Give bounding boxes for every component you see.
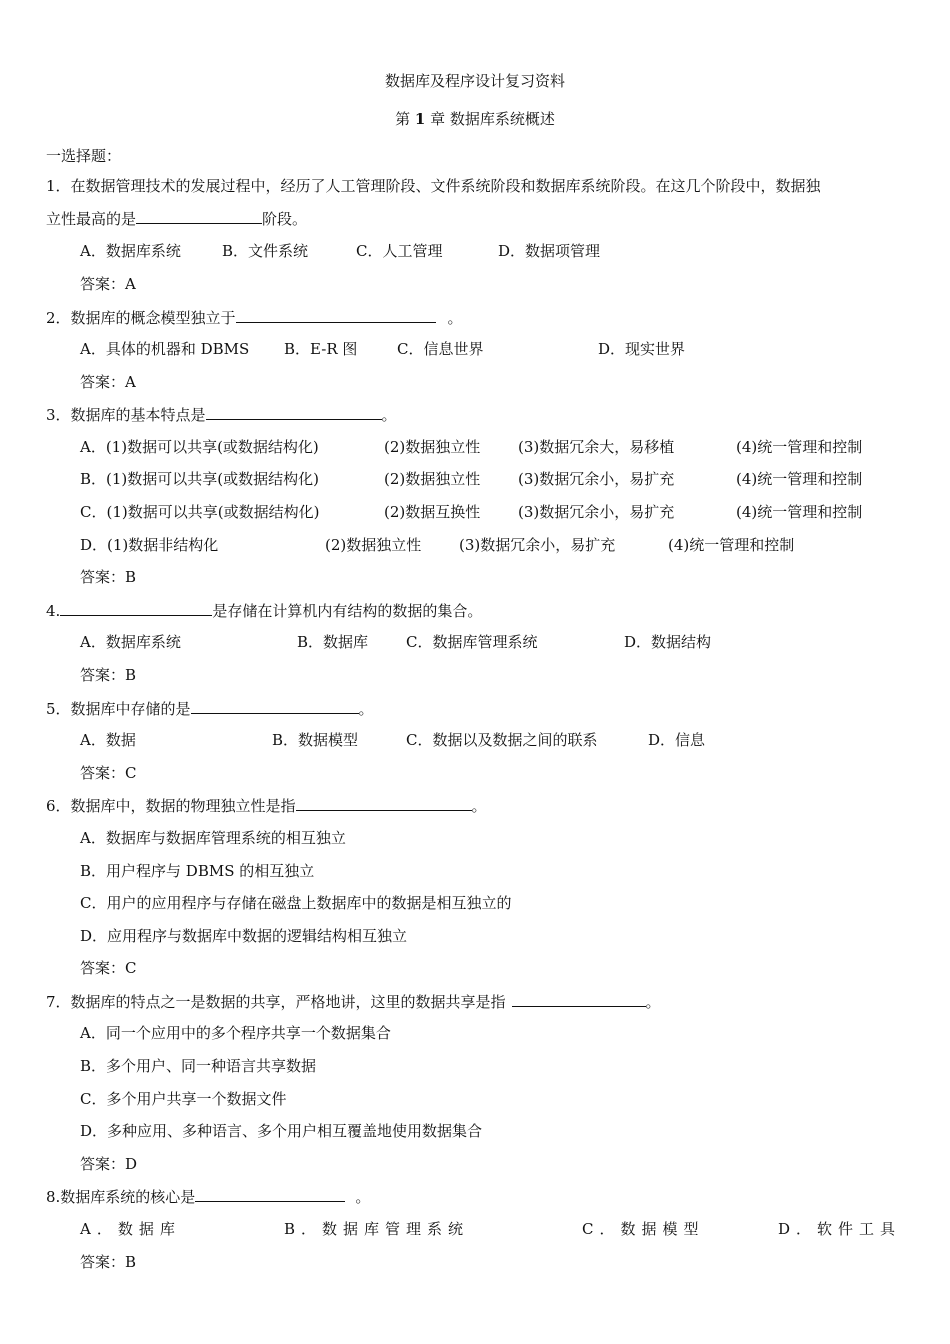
question-3-option-d-part2: (2)数据独立性 [325,536,422,554]
chapter-number: 1 [414,110,426,128]
question-2-option-b: B．E-R 图 [284,340,358,358]
stem-text: 。 [381,406,397,424]
question-1-option-d: D．数据项管理 [498,242,601,260]
stem-text: 。 [358,700,374,718]
question-6-stem [46,795,487,816]
answer-blank [206,404,382,420]
question-3-option-a-part1: A．(1)数据可以共享(或数据结构化) [80,438,319,456]
question-2-option-c: C．信息世界 [397,340,484,358]
question-6-answer: 答案：C [80,959,137,977]
question-2-option-d: D．现实世界 [598,340,686,358]
question-1-option-b: B．文件系统 [222,242,309,260]
stem-text: 立性最高的是 [46,210,137,228]
stem-text: 3．数据库的基本特点是 [46,406,206,424]
stem-text: 6．数据库中，数据的物理独立性是指 [46,797,296,815]
question-1-option-c: C．人工管理 [356,242,443,260]
answer-blank [236,307,436,323]
question-3-option-c-part3: (3)数据冗余小，易扩充 [518,503,675,521]
chapter-title [0,108,950,129]
question-8-option-a: A．数据库 [80,1220,181,1238]
question-3-option-a-part4: (4)统一管理和控制 [736,438,863,456]
answer-blank [136,208,262,224]
document-title: 数据库及程序设计复习资料 [384,72,565,90]
stem-text: 7．数据库的特点之一是数据的共享，严格地讲，这里的数据共享是指 [46,993,506,1011]
question-7-answer: 答案：D [80,1155,138,1173]
stem-text: 4. [46,602,61,620]
question-1-answer: 答案：A [80,275,136,293]
question-5-option-b: B．数据模型 [272,731,359,749]
question-3-answer: 答案：B [80,568,137,586]
question-2-stem [46,307,463,328]
question-8-answer: 答案：B [80,1253,137,1271]
question-3-option-a-part3: (3)数据冗余大，易移植 [518,438,675,456]
question-8-option-d: D．软件工具 [778,1220,902,1238]
question-3-option-c-part1: C．(1)数据可以共享(或数据结构化) [80,503,320,521]
stem-text: 。 [447,309,463,327]
answer-blank [512,991,646,1007]
question-3-option-b-part3: (3)数据冗余小，易扩充 [518,470,675,488]
question-7-stem [46,991,661,1012]
answer-blank [191,698,359,714]
question-3-option-d-part4: (4)统一管理和控制 [668,536,795,554]
stem-text: 8.数据库系统的核心是 [46,1188,196,1206]
question-4-option-b: B．数据库 [297,633,369,651]
question-5-option-c: C．数据以及数据之间的联系 [406,731,598,749]
question-8-stem [46,1186,370,1207]
question-3-option-c-part4: (4)统一管理和控制 [736,503,863,521]
answer-blank [296,795,472,811]
stem-text: 2．数据库的概念模型独立于 [46,309,236,327]
question-3-option-c-part2: (2)数据互换性 [384,503,481,521]
question-4-stem [46,600,482,621]
stem-text: 阶段。 [262,210,308,228]
question-3-option-d-part3: (3)数据冗余小，易扩充 [459,536,616,554]
chapter-name: 章 数据库系统概述 [430,110,555,128]
answer-blank [195,1186,345,1202]
question-4-option-d: D．数据结构 [624,633,712,651]
question-8-option-b: B．数据库管理系统 [284,1220,470,1238]
question-4-option-a: A．数据库系统 [80,633,181,651]
question-6-option-a: A．数据库与数据库管理系统的相互独立 [80,829,346,847]
question-3-option-d-part1: D．(1)数据非结构化 [80,536,219,554]
question-3-option-a-part2: (2)数据独立性 [384,438,481,456]
answer-blank [60,600,212,616]
chapter-prefix: 第 [395,110,411,128]
question-8-option-c: C．数据模型 [582,1220,705,1238]
question-6-option-d: D．应用程序与数据库中数据的逻辑结构相互独立 [80,927,408,945]
stem-text: 。 [645,993,661,1011]
question-6-option-b: B．用户程序与 DBMS 的相互独立 [80,862,315,880]
question-3-stem [46,404,397,425]
question-7-option-d: D．多种应用、多种语言、多个用户相互覆盖地使用数据集合 [80,1122,483,1140]
question-1-stem: 1．在数据管理技术的发展过程中，经历了人工管理阶段、文件系统阶段和数据库系统阶段。在这几个阶段中，数据独 [46,177,821,195]
question-3-option-b-part4: (4)统一管理和控制 [736,470,863,488]
question-1-option-a: A．数据库系统 [80,242,181,260]
question-6-option-c: C．用户的应用程序与存储在磁盘上数据库中的数据是相互独立的 [80,894,512,912]
question-7-option-c: C．多个用户共享一个数据文件 [80,1090,287,1108]
question-5-stem [46,698,374,719]
stem-text: 是存储在计算机内有结构的数据的集合。 [212,602,483,620]
question-5-option-a: A．数据 [80,731,136,749]
question-4-option-c: C．数据库管理系统 [406,633,538,651]
question-2-answer: 答案：A [80,373,136,391]
question-1-stem-cont [46,208,307,229]
question-5-answer: 答案：C [80,764,137,782]
question-7-option-a: A．同一个应用中的多个程序共享一个数据集合 [80,1024,391,1042]
section-label: 一选择题： [46,147,122,165]
stem-text: 。 [355,1188,371,1206]
stem-text: 5．数据库中存储的是 [46,700,191,718]
question-3-option-b-part2: (2)数据独立性 [384,470,481,488]
question-5-option-d: D．信息 [648,731,706,749]
question-4-answer: 答案：B [80,666,137,684]
stem-text: 。 [471,797,487,815]
question-7-option-b: B．多个用户、同一种语言共享数据 [80,1057,317,1075]
question-3-option-b-part1: B．(1)数据可以共享(或数据结构化) [80,470,319,488]
question-2-option-a: A．具体的机器和 DBMS [80,340,250,358]
